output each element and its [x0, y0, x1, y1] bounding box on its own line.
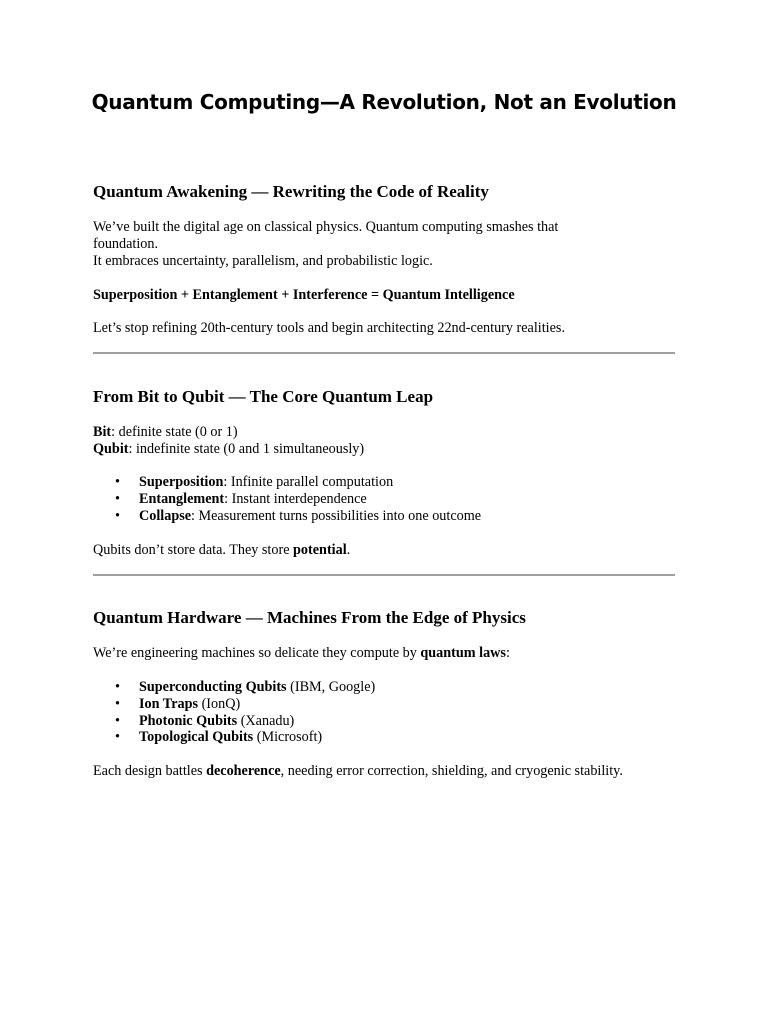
bit-term: Bit	[93, 424, 112, 440]
qubit-definition: : indefinite state (0 and 1 simultaneously)	[128, 440, 365, 457]
list-item-term: Ion Traps	[139, 695, 199, 712]
bit-qubit-definitions	[93, 424, 675, 458]
list-item	[93, 474, 481, 491]
list-item-text: (IBM, Google)	[286, 679, 376, 695]
section-heading-quantum-hardware: Quantum Hardware — Machines From the Edge of Physics	[93, 608, 526, 627]
section-divider	[93, 574, 675, 576]
list-item-term: Superposition	[139, 474, 224, 490]
list-item	[93, 491, 481, 508]
section-2-closing	[93, 542, 675, 559]
bullet-icon: •	[115, 507, 120, 524]
paragraph-line: It embraces uncertainty, parallelism, and probabilistic logic.	[93, 252, 433, 269]
intro-emphasis: quantum laws	[420, 645, 506, 661]
list-item	[93, 508, 481, 525]
qubit-properties-list	[93, 474, 481, 524]
list-item	[93, 679, 375, 696]
bullet-icon: •	[115, 712, 120, 729]
paragraph-line: foundation.	[93, 235, 159, 252]
bit-definition: : definite state (0 or 1)	[111, 424, 238, 440]
qubit-term: Qubit	[93, 440, 129, 457]
bullet-icon: •	[115, 490, 120, 507]
bullet-icon: •	[115, 695, 120, 712]
paragraph-line: We’ve built the digital age on classical physics. Quantum computing smashes that	[93, 219, 559, 235]
bullet-icon: •	[115, 729, 120, 746]
list-item-text: (Xanadu)	[237, 712, 295, 729]
intro-text: We’re engineering machines so delicate they compute by	[93, 645, 421, 661]
intro-punctuation: :	[505, 645, 510, 661]
closing-text: Each design battles	[93, 763, 207, 779]
closing-text-end: , needing error correction, shielding, and cryogenic stability.	[280, 763, 623, 779]
list-item-text: (IonQ)	[198, 695, 241, 712]
closing-emphasis: decoherence	[206, 763, 281, 779]
list-item-term: Topological Qubits	[139, 729, 254, 746]
section-heading-quantum-awakening: Quantum Awakening — Rewriting the Code of Reality	[93, 182, 489, 201]
closing-punctuation: .	[346, 542, 351, 558]
list-item	[93, 696, 375, 713]
list-item-text: (Microsoft)	[253, 729, 323, 746]
list-item-term: Photonic Qubits	[139, 712, 238, 729]
hardware-types-list	[93, 679, 375, 746]
list-item-term: Entanglement	[139, 490, 225, 507]
closing-emphasis: potential	[293, 542, 347, 558]
list-item-term: Superconducting Qubits	[139, 679, 287, 695]
section-3-closing	[93, 763, 675, 780]
section-1-paragraph	[93, 219, 675, 269]
section-heading-bit-to-qubit: From Bit to Qubit — The Core Quantum Leap	[93, 387, 434, 406]
list-item-text: : Instant interdependence	[224, 490, 367, 507]
list-item-term: Collapse	[139, 507, 192, 524]
list-item-text: : Measurement turns possibilities into one outcome	[191, 507, 482, 524]
document-title: Quantum Computing—A Revolution, Not an Evolution	[91, 90, 677, 114]
closing-text: Qubits don’t store data. They store	[93, 542, 294, 558]
list-item	[93, 729, 375, 746]
section-divider	[93, 352, 675, 354]
section-3-intro	[93, 645, 675, 662]
bullet-icon: •	[115, 679, 120, 695]
quantum-formula: Superposition + Entanglement + Interference = Quantum Intelligence	[93, 287, 515, 303]
list-item-text: : Infinite parallel computation	[223, 474, 394, 490]
section-1-closing: Let’s stop refining 20th-century tools and begin architecting 22nd-century realities.	[93, 320, 565, 336]
list-item	[93, 713, 375, 730]
bullet-icon: •	[115, 474, 120, 490]
